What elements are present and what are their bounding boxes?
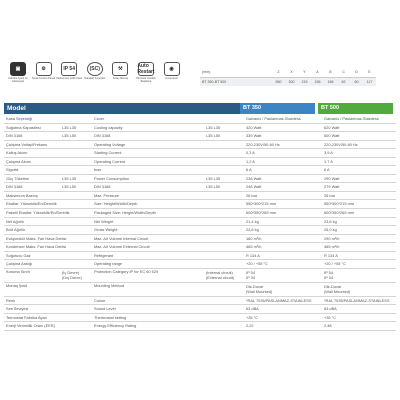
label-tr: Sigorta [6, 167, 19, 173]
table-row [4, 314, 396, 323]
label-en-cond [206, 158, 240, 166]
label-tr-cond: L35 L35 [62, 175, 77, 181]
dimension-header: X [285, 68, 298, 77]
label-tr-cond: L35 L35 [62, 124, 77, 130]
feature-label: Kolay Montaj [112, 77, 128, 80]
label-en-cond: L35 L50 [206, 133, 221, 139]
label-en: Operating Voltage [94, 141, 126, 147]
value-bt350: 1,2 A [246, 158, 255, 164]
label-tr: Koruma Sınıfı [6, 268, 30, 274]
table-row [4, 166, 396, 175]
label-en: Colour [94, 297, 106, 303]
value-line: (Wall Mounted) [324, 289, 351, 295]
label-tr: Kasa Seçeneği [6, 116, 33, 121]
dimension-header: B [324, 68, 337, 77]
value-bt350: 2,22 [246, 323, 254, 329]
value-bt350: Galvaniz / Paslanmaz-Stainless [246, 116, 301, 121]
label-en: Net Weight [94, 218, 114, 224]
wrench-icon: ⚒ [112, 62, 128, 76]
label-en-cond [206, 200, 240, 208]
feature-item [6, 62, 30, 83]
label-tr-cond [62, 115, 94, 123]
label-en: Energy Efficiency Rating [94, 323, 137, 329]
value-bt500: 1,7 A [324, 158, 333, 164]
label-tr: Çalışma Voltajı/Frekans [6, 141, 48, 147]
value-bt500: 25,0 kg [324, 227, 337, 233]
label-en: Max. Air Volume External Circuit [94, 244, 150, 250]
value-line: (Wall Mounted) [246, 289, 273, 295]
dimension-header: A [311, 68, 324, 77]
table-row [4, 115, 396, 124]
dimension-table [200, 68, 376, 86]
feature-label: Sıcak Kontrol Paneli [31, 77, 56, 80]
value-bt500: 620 Watt [324, 124, 340, 130]
label-tr-cond [62, 218, 94, 226]
label-en-cond: L35 L35 [206, 175, 221, 181]
value-bt350 [243, 283, 318, 296]
dimension-header: C [337, 68, 350, 77]
alarm-icon: Auto Restart [137, 63, 155, 75]
label-tr-cond [62, 149, 94, 157]
label-tr-cond [62, 200, 94, 208]
dimension-model: BT 350-BT 500 [200, 77, 272, 86]
table-row [4, 124, 396, 133]
value-bt500: 220-230V/50-60 Hz [324, 141, 358, 147]
value-bt500: 500 Watt [324, 133, 340, 139]
label-en: Cooling capacity [94, 124, 123, 130]
dimension-unit: (mm) [200, 68, 272, 77]
label-tr: Ebatlar: Yükseklik/En/Derinlik [6, 201, 57, 207]
label-tr: Ses Seviyesi [6, 306, 29, 312]
label-en: Power Consumption [94, 175, 130, 181]
value-bt500: 279 Watt [324, 184, 340, 190]
value-bt350: 236 Watt [246, 175, 262, 181]
table-row [4, 269, 396, 283]
value-bt500: *RAL 7035/PASLANMAZ-STAINLESS [324, 297, 390, 303]
value-bt350: R 134 A [246, 252, 260, 258]
dimension-value: 62 [337, 77, 350, 86]
label-tr: Kalkış Akımı [6, 150, 28, 156]
label-tr-cond: L35 L50 [62, 184, 77, 190]
feature-label: Fabrika Ayarlı Isı Göstergesi [8, 77, 28, 83]
label-en: Max. Air Volume Internal Circuit [94, 235, 149, 241]
label-tr: Net Ağırlık [6, 218, 24, 224]
value-bt350: 63 dBA [246, 306, 259, 312]
label-en-cond [206, 260, 240, 268]
label-en-in: (Internal circuit) [206, 269, 233, 275]
value-bt500: 6 A [324, 167, 330, 173]
label-en-cond [206, 322, 240, 330]
label-en: Sound Level [94, 306, 116, 312]
value-line: Dik-Duvar [246, 283, 264, 289]
dimension-value: 156 [324, 77, 337, 86]
label-en-cond [206, 115, 240, 123]
label-en-cond [206, 305, 240, 313]
label-en-cond [206, 269, 240, 282]
table-row [4, 218, 396, 227]
label-tr-cond [62, 314, 94, 322]
table-row [4, 252, 396, 261]
table-row [4, 322, 396, 331]
label-tr-cond [62, 166, 94, 174]
value-bt500 [321, 269, 396, 282]
label-tr-cond [62, 209, 94, 217]
value-bt350: 600*350*265 mm [246, 210, 277, 216]
label-tr-out: (Dış Devre) [62, 275, 82, 281]
label-tr-cond [62, 305, 94, 313]
label-en: Refrigerant [94, 252, 114, 258]
spec-header [4, 103, 396, 114]
label-en: Max. Pressure [94, 192, 120, 198]
label-tr-cond [62, 283, 94, 296]
table-row [4, 235, 396, 244]
label-en: Operating Current [94, 158, 126, 164]
label-en: Mounting Method [94, 282, 125, 288]
label-en-cond [206, 226, 240, 234]
label-en-cond [206, 166, 240, 174]
label-en-cond: L35 L50 [206, 184, 221, 190]
compressor-icon: ◉ [164, 62, 180, 76]
label-en-cond [206, 218, 240, 226]
dimension-header: D [350, 68, 363, 77]
dimension-header: Z [272, 68, 285, 77]
label-en-cond [206, 192, 240, 200]
label-en-cond [206, 283, 240, 296]
value-bt350: 339 Watt [246, 133, 262, 139]
label-tr-cond [62, 226, 94, 234]
value-bt500: +35 °C [324, 314, 337, 320]
value-bt350: +20 / +55 °C [246, 261, 268, 267]
value-bt350: 248 Watt [246, 184, 262, 190]
label-tr-cond: L35 L50 [62, 133, 77, 139]
table-row [4, 305, 396, 314]
label-tr-cond [62, 322, 94, 330]
label-tr: Maksimum Basınç [6, 192, 38, 198]
label-tr: Kondenser Maks. Fan Hava Debisi [6, 244, 67, 250]
feature-label: Otomatik Yeniden Başlatma [135, 77, 157, 83]
feature-label: Kompresör [165, 77, 178, 80]
label-tr: Soğutucu Gaz [6, 252, 31, 258]
value-bt500 [321, 283, 396, 296]
label-tr-cond [62, 260, 94, 268]
label-tr: Çalışma Akımı [6, 158, 32, 164]
label-tr: DIN 3168 [6, 133, 23, 139]
table-row [4, 260, 396, 269]
label-tr: Soğutma Kapasitesi [6, 124, 41, 130]
dimension-value: 156 [311, 77, 324, 86]
spec-table [4, 103, 396, 331]
table-row [4, 297, 396, 306]
value-bt350: 420 Watt [246, 124, 262, 130]
feature-item [57, 62, 81, 83]
label-en: Gross Weight [94, 227, 118, 233]
feature-label: Paslanmaz Çelik Kasa [56, 77, 83, 80]
table-row [4, 226, 396, 235]
label-en: fuse [94, 167, 102, 173]
table-row [4, 192, 396, 201]
label-en: Starting Current [94, 150, 122, 156]
value-line: IP 34 [324, 275, 334, 281]
label-tr: DIN 3168 [6, 184, 23, 190]
label-tr: Renk [6, 297, 16, 303]
value-line: IP 54 [246, 269, 256, 275]
table-row [4, 243, 396, 252]
value-bt350: +35 °C [246, 314, 259, 320]
label-en-cond [206, 243, 240, 251]
value-bt500: 3,9 A [324, 150, 333, 156]
label-tr: Termostat Fabrika Ayarı [6, 314, 48, 320]
value-bt500: 465 m³/h [324, 244, 340, 250]
value-bt500: 63 dBA [324, 306, 337, 312]
label-en: Size: Height/Width/Depth [94, 201, 138, 207]
value-line: Dik-Duvar [324, 283, 342, 289]
label-tr-cond [62, 243, 94, 251]
label-en-cond: L35 L35 [206, 124, 221, 130]
feature-item [83, 62, 107, 83]
value-bt500: 600*350*265 mm [324, 210, 355, 216]
label-en-cond [206, 297, 240, 305]
dimension-value: 550 [272, 77, 285, 86]
label-en: Thermostat setting [94, 314, 127, 320]
table-row [4, 132, 396, 141]
value-bt350: 465 m³/h [246, 244, 262, 250]
label-tr-cond [62, 158, 94, 166]
value-bt500: 290 Watt [324, 175, 340, 181]
value-bt350: 26 bar [246, 192, 258, 198]
value-bt500: Galvaniz / Paslanmaz-Stainless [324, 116, 379, 121]
label-tr: Brüt Ağırlık [6, 227, 26, 233]
label-tr-cond [62, 192, 94, 200]
label-tr-cond [62, 269, 94, 282]
label-tr-in: (İç Devre) [62, 269, 80, 275]
dimension-value: 215 [298, 77, 311, 86]
table-row [4, 200, 396, 209]
dimension-value: 117 [363, 77, 376, 86]
label-en-out: (External circuit) [206, 275, 235, 281]
dimension-header: Y [298, 68, 311, 77]
value-bt500: 23,6 kg [324, 218, 337, 224]
table-row [4, 141, 396, 150]
feature-item [32, 62, 56, 83]
value-line: IP 54 [324, 269, 334, 275]
label-en-cond [206, 252, 240, 260]
label-en: Protection Category IP for EC 60 529 [94, 268, 159, 274]
label-tr-cond [62, 252, 94, 260]
bt500-header: BT 500 [318, 103, 393, 114]
label-en-cond [206, 149, 240, 157]
value-bt350: 0,3 A [246, 150, 255, 156]
model-header: Model [4, 103, 240, 114]
value-bt350: *RAL 7035/PASLANMAZ-STAINLESS [246, 297, 312, 303]
label-tr: Enerji Verimlilik Oranı (EER) [6, 323, 55, 329]
label-tr-cond [62, 141, 94, 149]
label-tr: Çalışma Aralığı [6, 261, 33, 267]
settings-icon: ⚙ [36, 62, 52, 76]
value-bt500: 2,48 [324, 323, 332, 329]
feature-item [134, 62, 158, 83]
label-tr: Montaj Şekli [6, 282, 28, 288]
label-tr: Evaporatör Maks. Fan Hava Debisi [6, 235, 67, 241]
feature-item [108, 62, 132, 83]
dimension-header: E [363, 68, 376, 77]
label-tr: Güç Tüketimi [6, 175, 29, 181]
label-en: Cover [94, 116, 105, 121]
value-bt350: 550*300*215 mm [246, 201, 277, 207]
label-en: Packaged Size: Height/Width/Depth [94, 210, 156, 216]
table-row [4, 183, 396, 192]
value-bt350: 22,6 kg [246, 227, 259, 233]
value-bt500: 26 bar [324, 192, 336, 198]
label-tr-cond [62, 235, 94, 243]
label-tr: Paketli Ebatlar: Yükseklik/En/Derinlik [6, 210, 70, 216]
bt350-header: BT 350 [240, 103, 315, 114]
label-en: DIN 3168 [94, 184, 111, 190]
value-bt350: 21,4 kg [246, 218, 259, 224]
feature-item [160, 62, 184, 83]
feature-icons [6, 62, 185, 83]
value-line: IP 34 [246, 275, 256, 281]
value-bt350: 6 A [246, 167, 252, 173]
value-bt350 [243, 269, 318, 282]
value-bt500: +20 / +55 °C [324, 261, 346, 267]
label-en: Operating range [94, 261, 123, 267]
table-row [4, 149, 396, 158]
sc-icon: (SC) [87, 62, 103, 76]
value-bt350: 180 m³/h [246, 235, 262, 241]
value-bt500: 290 m³/h [324, 235, 340, 241]
value-bt500: R 134 A [324, 252, 338, 258]
label-en-cond [206, 209, 240, 217]
value-bt350: 220-230V/50-60 Hz [246, 141, 280, 147]
label-en-cond [206, 235, 240, 243]
table-row [4, 209, 396, 218]
table-row [4, 158, 396, 167]
feature-label: Standart Kontrolör [84, 77, 106, 80]
table-row [4, 175, 396, 184]
label-en-cond [206, 314, 240, 322]
dimension-value: 60 [350, 77, 363, 86]
label-en: DIN 3168 [94, 133, 111, 139]
table-row [4, 283, 396, 297]
value-bt500: 550*300*215 mm [324, 201, 355, 207]
top-section [0, 0, 400, 100]
display-icon: ▣ [10, 62, 26, 76]
dimension-value: 300 [285, 77, 298, 86]
ip54-icon: IP 54 [61, 62, 77, 76]
label-en-cond [206, 141, 240, 149]
label-tr-cond [62, 297, 94, 305]
